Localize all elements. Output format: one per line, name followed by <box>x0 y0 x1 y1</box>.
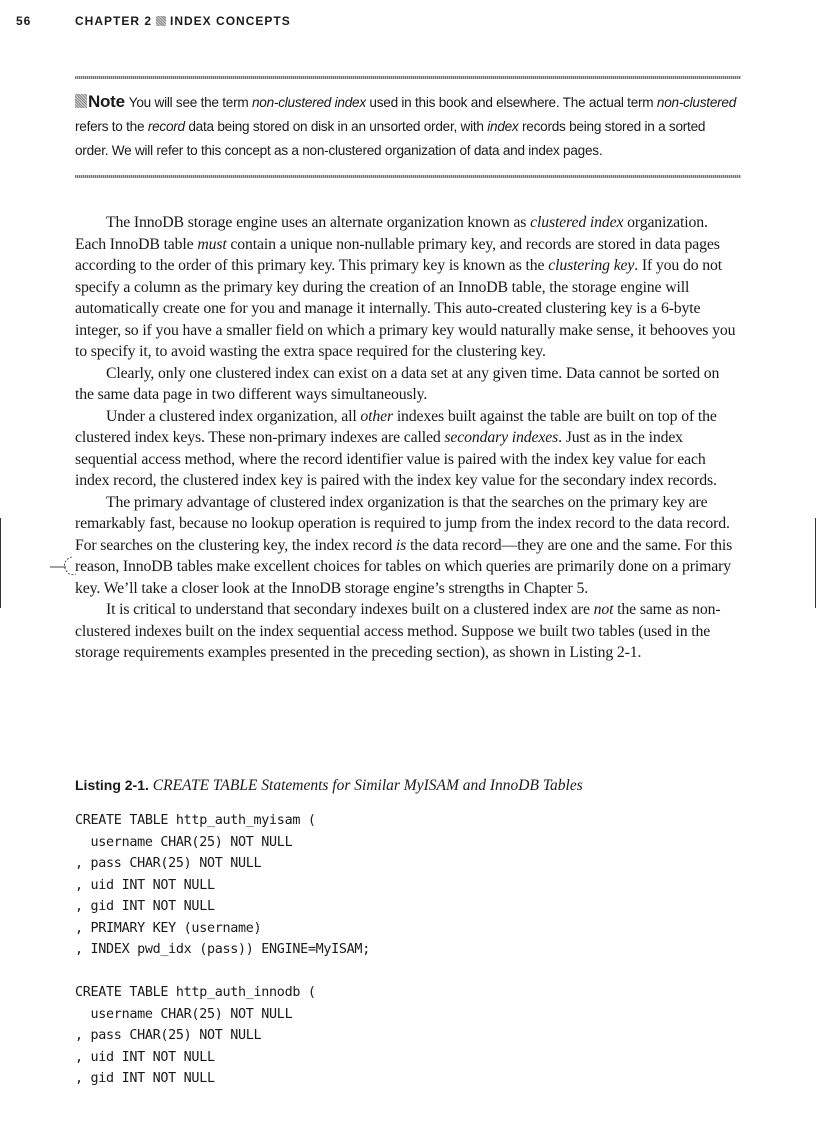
emphasis-text: is <box>395 536 407 554</box>
code-line: , PRIMARY KEY (username) <box>75 920 262 936</box>
running-header <box>0 12 816 32</box>
text-run: used in this book and elsewhere. The actual term <box>365 95 657 110</box>
paragraph-4 <box>75 492 741 600</box>
text-run: indexes built against the table are built on top of the clustered index keys. These non-primary indexes are called <box>75 407 717 446</box>
code-line: , uid INT NOT NULL <box>75 877 215 893</box>
code-line: , gid INT NOT NULL <box>75 1071 215 1086</box>
text-run: Clearly, only one clustered index can exist on a data set at any given time. Data cannot be sorted on the same data page in two different ways simultaneously. <box>75 364 720 403</box>
code-line: , INDEX pwd_idx (pass)) ENGINE=MyISAM; <box>75 942 370 957</box>
note-top-rule <box>75 76 741 79</box>
note-box <box>75 90 741 163</box>
text-run: data being stored on disk in an unsorted order, with <box>184 119 488 134</box>
emphasis-text: index <box>487 119 519 134</box>
text-run: The InnoDB storage engine uses an alternate organization known as <box>106 214 531 231</box>
chapter-label: CHAPTER 2 <box>75 14 153 28</box>
code-line: , pass CHAR(25) NOT NULL <box>75 1028 262 1043</box>
text-run: the same as non-clustered indexes built on the index sequential access method. Suppose we built two tables (used in the storage requirements examples presented in the preceding section), as shown in Listing 2-1. <box>75 601 721 661</box>
code-line: CREATE TABLE http_auth_innodb ( <box>75 985 316 1000</box>
margin-annotation-icon <box>50 553 80 579</box>
chapter-heading <box>75 14 291 28</box>
paragraph-5 <box>75 599 741 664</box>
listing-caption <box>75 774 741 797</box>
note-bottom-rule <box>75 175 741 178</box>
text-run: . If you do not specify a column as the primary key during the creation of an InnoDB table, the storage engine will automatically create one for you and manage it internally. This auto-created clustering key is a 6-byte integer, so if you have a smaller field on which a primary key would naturally make sense, it behooves you to specify it, to avoid wasting the extra space required for the clustering key. <box>75 257 736 360</box>
text-run: The primary advantage of clustered index organization is that the searches on the primary key are remarkably fast, because no lookup operation is required to jump from the index record to the data record. For searches on the clustering key, the index record <box>75 493 730 554</box>
body-text <box>75 212 741 664</box>
text-run: Under a clustered index organization, all <box>106 407 361 425</box>
listing-number: Listing 2-1. <box>75 777 149 793</box>
paragraph-1 <box>75 212 741 363</box>
emphasis-text: record <box>147 119 185 134</box>
note-text <box>75 95 736 158</box>
page-number: 56 <box>16 14 32 28</box>
paragraph-2 <box>75 363 741 406</box>
emphasis-text: non-clustered index <box>251 95 366 110</box>
text-run: records being stored in a sorted order. We will refer to this concept as a non-clustered organization of data and index pages. <box>75 119 706 158</box>
left-margin-mark <box>0 518 1 608</box>
code-block-myisam <box>75 810 741 961</box>
text-run: You will see the term <box>128 95 252 110</box>
text-run: refers to the <box>75 119 148 134</box>
note-marker-icon <box>75 94 87 108</box>
paragraph-3 <box>75 406 741 492</box>
text-run: It is critical to understand that secondary indexes built on a clustered index are <box>106 601 594 618</box>
emphasis-text: clustered index <box>530 214 624 231</box>
emphasis-text: not <box>593 601 614 618</box>
text-run: the data record—they are one and the same. For this reason, InnoDB tables make excellent choices for tables on which queries are primarily done on a primary key. We’ll take a closer look at the InnoDB storage engine’s strengths in Chapter 5. <box>75 536 733 597</box>
code-line: username CHAR(25) NOT NULL <box>75 834 293 850</box>
code-line: , gid INT NOT NULL <box>75 899 215 914</box>
emphasis-text: secondary indexes <box>444 429 559 446</box>
code-line: , uid INT NOT NULL <box>75 1049 215 1065</box>
code-line: CREATE TABLE http_auth_myisam ( <box>75 813 316 828</box>
text-run: contain a unique non-nullable primary key, and records are stored in data pages according to the order of this primary key. This primary key is known as the <box>75 235 720 274</box>
text-run: . Just as in the index sequential access method, where the record identifier value is paired with the index key value for each index record, the clustered index key is paired with the index key value for the secondary index records. <box>75 429 717 489</box>
emphasis-text: other <box>360 407 394 425</box>
emphasis-text: non-clustered <box>656 95 737 110</box>
code-line: , pass CHAR(25) NOT NULL <box>75 856 262 871</box>
text-run: organization. Each InnoDB table <box>75 214 708 253</box>
code-block-innodb <box>75 982 741 1090</box>
listing-title: CREATE TABLE Statements for Similar MyISAM and InnoDB Tables <box>152 777 583 794</box>
section-label: INDEX CONCEPTS <box>170 14 291 28</box>
emphasis-text: must <box>197 235 227 253</box>
emphasis-text: clustering key <box>548 257 635 274</box>
code-line: username CHAR(25) NOT NULL <box>75 1006 293 1022</box>
separator-square-icon <box>156 16 166 26</box>
note-label: Note <box>88 92 125 111</box>
